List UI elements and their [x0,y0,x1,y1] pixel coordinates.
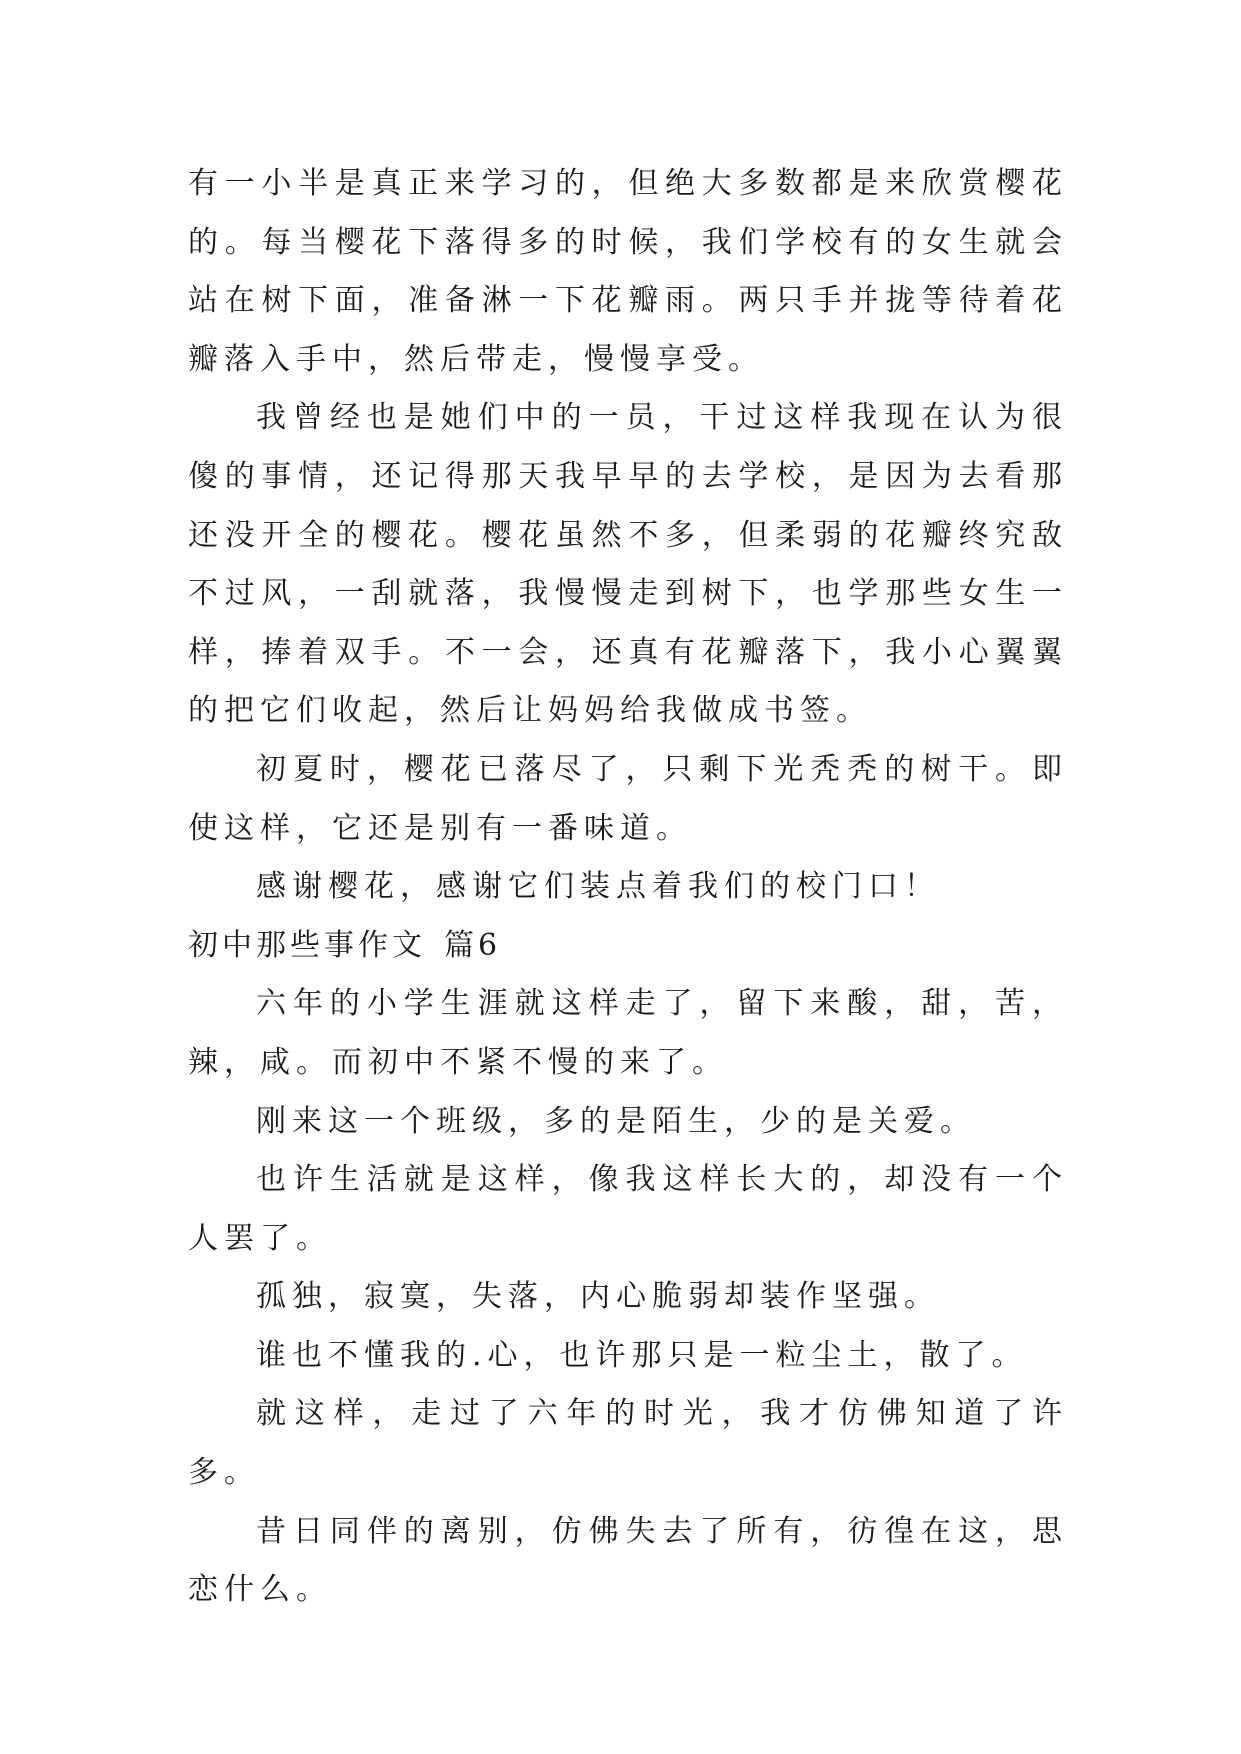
paragraph-continued: 有一小半是真正来学习的，但绝大多数都是来欣赏樱花的。每当樱花下落得多的时候，我们学校有的女生就会站在树下面，准备淋一下花瓣雨。两只手并拢等待着花瓣落入手中，然后带走，慢慢享受。 [188,166,1068,377]
paragraph: 刚来这一个班级，多的是陌生，少的是关爱。 [256,1103,976,1139]
paragraph: 谁也不懂我的.心，也许那只是一粒尘土，散了。 [256,1337,1028,1373]
section-heading [188,917,1068,976]
section-heading-title: 初中那些事作文 [188,927,426,963]
paragraph: 孤独，寂寞，失落，内心脆弱却装作坚强。 [256,1279,940,1315]
section-heading-number: 篇6 [444,927,502,963]
paragraph: 也许生活就是这样，像我这样长大的，却没有一个人罢了。 [188,1162,1068,1256]
paragraph: 初夏时，樱花已落尽了，只剩下光秃秃的树干。即使这样，它还是别有一番味道。 [188,751,1068,846]
document-body [188,155,1068,1620]
paragraph: 昔日同伴的离别，仿佛失去了所有，彷徨在这，思恋什么。 [188,1513,1068,1608]
paragraph: 六年的小学生涯就这样走了，留下来酸，甜，苦，辣，咸。而初中不紧不慢的来了。 [188,986,1068,1080]
paragraph: 我曾经也是她们中的一员，干过这样我现在认为很傻的事情，还记得那天我早早的去学校，是因为去看那还没开全的樱花。樱花虽然不多，但柔弱的花瓣终究敌不过风，一刮就落，我慢慢走到树下，也学那些女生一样，捧着双手。不一会，还真有花瓣落下，我小心翼翼的把它们收起，然后让妈妈给我做成书签。 [188,400,1068,729]
paragraph: 就这样，走过了六年的时光，我才仿佛知道了许多。 [188,1396,1068,1491]
paragraph: 感谢樱花，感谢它们装点着我们的校门口！ [256,869,940,905]
